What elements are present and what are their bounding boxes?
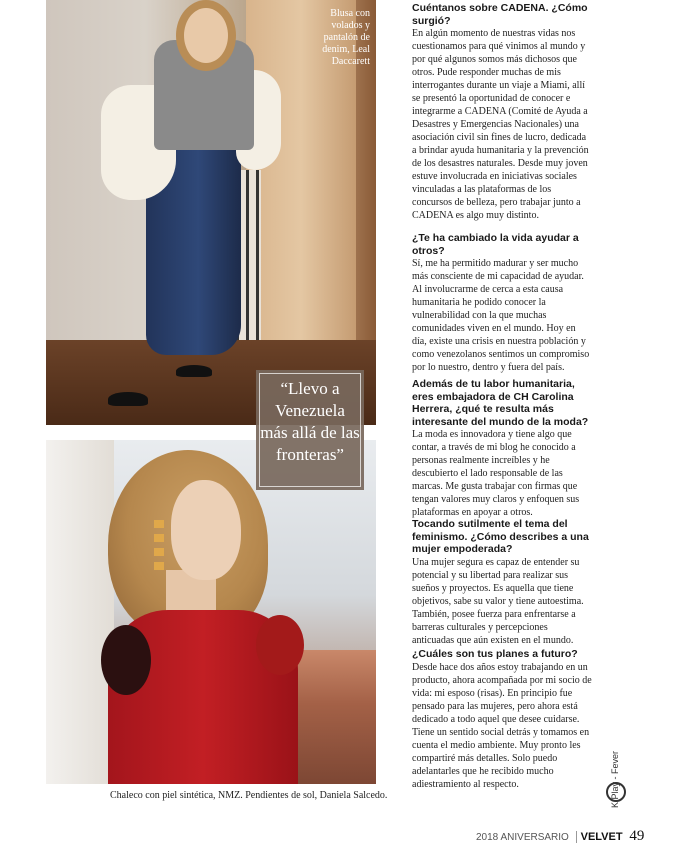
white-pillar: [46, 440, 114, 784]
answer-1: En algún momento de nuestras vidas nos cuestionamos para qué vinimos al mundo y por qué algunos somos más dichosos que otros. Pude responder muchas de mis interrogantes durante un viaje a Miami, allí se presentó la oportunidad de conocer e integrarme a CADENA (Comité de Ayuda a Desastres y Emergencias Nacionales) una asociación civil sin fines de lucro, dedicada a brindar ayuda humanitaria y la prevención de los desastres naturales. Desde muy joven estuve involucrada en iniciativas sociales vinculadas a las plataformas de los concursos de belleza, pero trabajar junto a CADENA es algo muy distinto.: [412, 28, 589, 221]
question-2: ¿Te ha cambiado la vida ayudar a otros?: [412, 232, 579, 257]
qa-block-2: [412, 232, 592, 374]
fur-trim-right: [256, 615, 304, 675]
qa-block-5: [412, 648, 592, 791]
question-4: Tocando sutilmente el tema del feminismo. ¿Cómo describes a una mujer empoderada?: [412, 518, 589, 555]
side-note-text: K Play - Fever: [610, 750, 620, 808]
pull-quote-box: [256, 370, 364, 490]
model-head: [184, 8, 228, 63]
page-number: 49: [629, 828, 645, 844]
caption-bottom: Chaleco con piel sintética, NMZ. Pendientes de sol, Daniela Salcedo.: [110, 790, 388, 801]
qa-block-3: [412, 378, 592, 519]
question-5: ¿Cuáles son tus planes a futuro?: [412, 648, 578, 660]
model-face: [171, 480, 241, 580]
qa-block-4: [412, 518, 592, 647]
sun-earring: [154, 520, 164, 570]
qa-block-1: [412, 2, 592, 222]
answer-3: La moda es innovadora y tiene algo que contar, a través de mi blog he conocido a personas realmente increíbles y he descubierto el lado responsable de las marcas. Me gusta trabajar con firmas que tengan valores muy claros y enfoquen sus plataformas en apoyar a otros.: [412, 429, 580, 518]
question-3: Además de tu labor humanitaria, eres embajadora de CH Carolina Herrera, ¿qué te resulta más interesante del mundo de la moda?: [412, 378, 589, 428]
footer-brand: VELVET: [576, 831, 623, 843]
pull-quote: “Llevo a Venezuela más allá de las fronteras”: [260, 379, 360, 464]
photo-bottom-portrait: [46, 440, 376, 784]
answer-5: Desde hace dos años estoy trabajando en un producto, ahora acompañada por mi socio de vida: mi esposo (risas). En principio fue pensado para las mujeres, pero ahora está dedicado a todo aquel que desee cuidarse. Tiene un sentido social detrás y tomamos en cuenta el medio ambiente. Muy pronto les compartiré más detalles. Solo puedo adelantarles que he recibido mucho adiestramiento al respecto.: [412, 661, 592, 790]
shoe-left: [108, 392, 148, 406]
caption-top: Blusa con volados y pantalón de denim, Leal Daccarett: [322, 8, 370, 67]
question-1: Cuéntanos sobre CADENA. ¿Cómo surgió?: [412, 2, 588, 27]
page-footer: [476, 828, 644, 845]
answer-4: Una mujer segura es capaz de entender su potencial y su libertad para realizar sus sueños y proyectos. Es aquella que tiene objetivos, sabe su valor y tiene autoestima. También, posee fuerza para enfrentarse a barreras culturales y percepciones anticuadas que aún existen en el mundo.: [412, 556, 584, 646]
fur-trim-left: [101, 625, 151, 695]
footer-section: 2018 ANIVERSARIO: [476, 832, 569, 843]
play-circle-icon: [606, 782, 626, 802]
answer-2: Sí, me ha permitido madurar y ser mucho más consciente de mi capacidad de ayudar. Al involucrarme de cerca a esta causa humanitaria he podido conocer la vulnerabilidad con la que muchas comunidades viven en el mundo. Hoy en día, existe una crisis en nuestra población y como venezolanos sentimos un compromiso por lo nuestro, dentro y fuera del país.: [412, 258, 590, 373]
shoe-right: [176, 365, 212, 377]
